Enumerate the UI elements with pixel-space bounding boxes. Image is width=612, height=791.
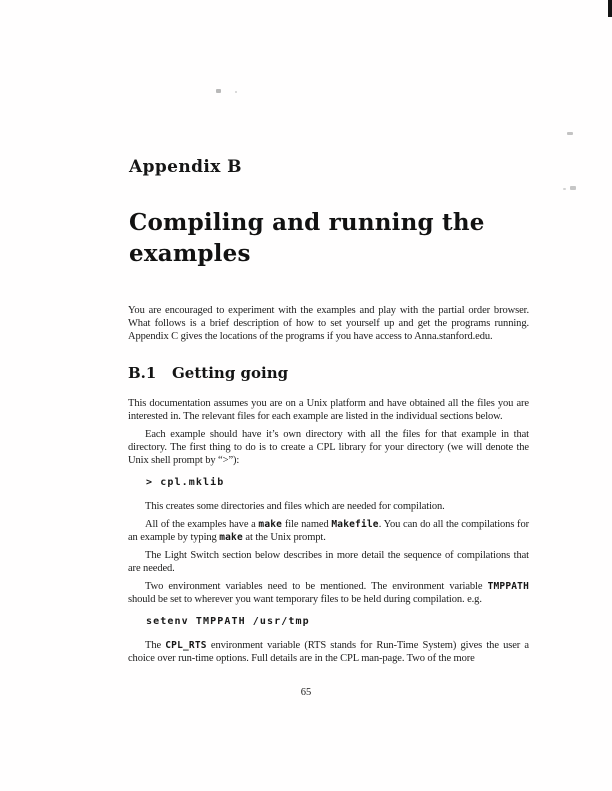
inline-code: Makefile <box>331 519 379 530</box>
scan-artifact-corner-mark <box>608 0 612 17</box>
section-title: Getting going <box>172 364 289 382</box>
inline-code: TMPPATH <box>487 581 529 592</box>
paragraph: All of the examples have a make file named Makefile. You can do all the compilations for an example by typing make at the Unix prompt. <box>128 519 529 543</box>
scan-speck <box>235 91 237 93</box>
section-getting-going <box>128 364 529 665</box>
paragraph: Each example should have it’s own directory with all the files for that example in that directory. The first thing to do is to create a CPL library for your directory (we will denote the Unix shell prompt by “>”): <box>128 429 529 466</box>
scan-speck <box>567 132 573 135</box>
page-number: 65 <box>300 687 312 698</box>
section-heading <box>128 364 529 383</box>
paragraph: Two environment variables need to be mentioned. The environment variable TMPPATH should be set to wherever you want temporary files to be held during compilation. e.g. <box>128 581 529 605</box>
code-line: > cpl.mklib <box>146 477 225 488</box>
inline-code: CPL_RTS <box>165 640 207 651</box>
scan-speck <box>570 186 576 190</box>
chapter-head <box>129 157 531 269</box>
section-body <box>128 397 529 665</box>
section-number: B.1 <box>128 364 157 382</box>
inline-code: make <box>219 532 243 543</box>
intro-paragraph: You are encouraged to experiment with the examples and play with the partial order browser. What follows is a brief description of how to set yourself up and get the programs running. Appendix C gives the locations of the programs if you have access to Anna.stanford.edu. <box>128 305 529 342</box>
paragraph: The Light Switch section below describes in more detail the sequence of compilations that are needed. <box>128 550 529 574</box>
chapter-title-line-2: examples <box>129 240 251 267</box>
scan-speck <box>216 89 221 93</box>
chapter-title <box>129 207 531 269</box>
paragraph: The CPL_RTS environment variable (RTS stands for Run-Time System) gives the user a choice over run-time options. Full details are in the CPL man-page. Two of the more <box>128 640 529 664</box>
code-line: setenv TMPPATH /usr/tmp <box>146 616 310 627</box>
scan-speck <box>563 188 566 190</box>
inline-code: make <box>258 519 283 530</box>
paragraph: This documentation assumes you are on a Unix platform and have obtained all the files you are interested in. The relevant files for each example are listed in the individual sections below. <box>128 398 529 422</box>
chapter-label: Appendix B <box>129 157 242 177</box>
chapter-title-line-1: Compiling and running the <box>129 209 485 236</box>
paragraph: This creates some directories and files which are needed for compilation. <box>145 501 445 512</box>
